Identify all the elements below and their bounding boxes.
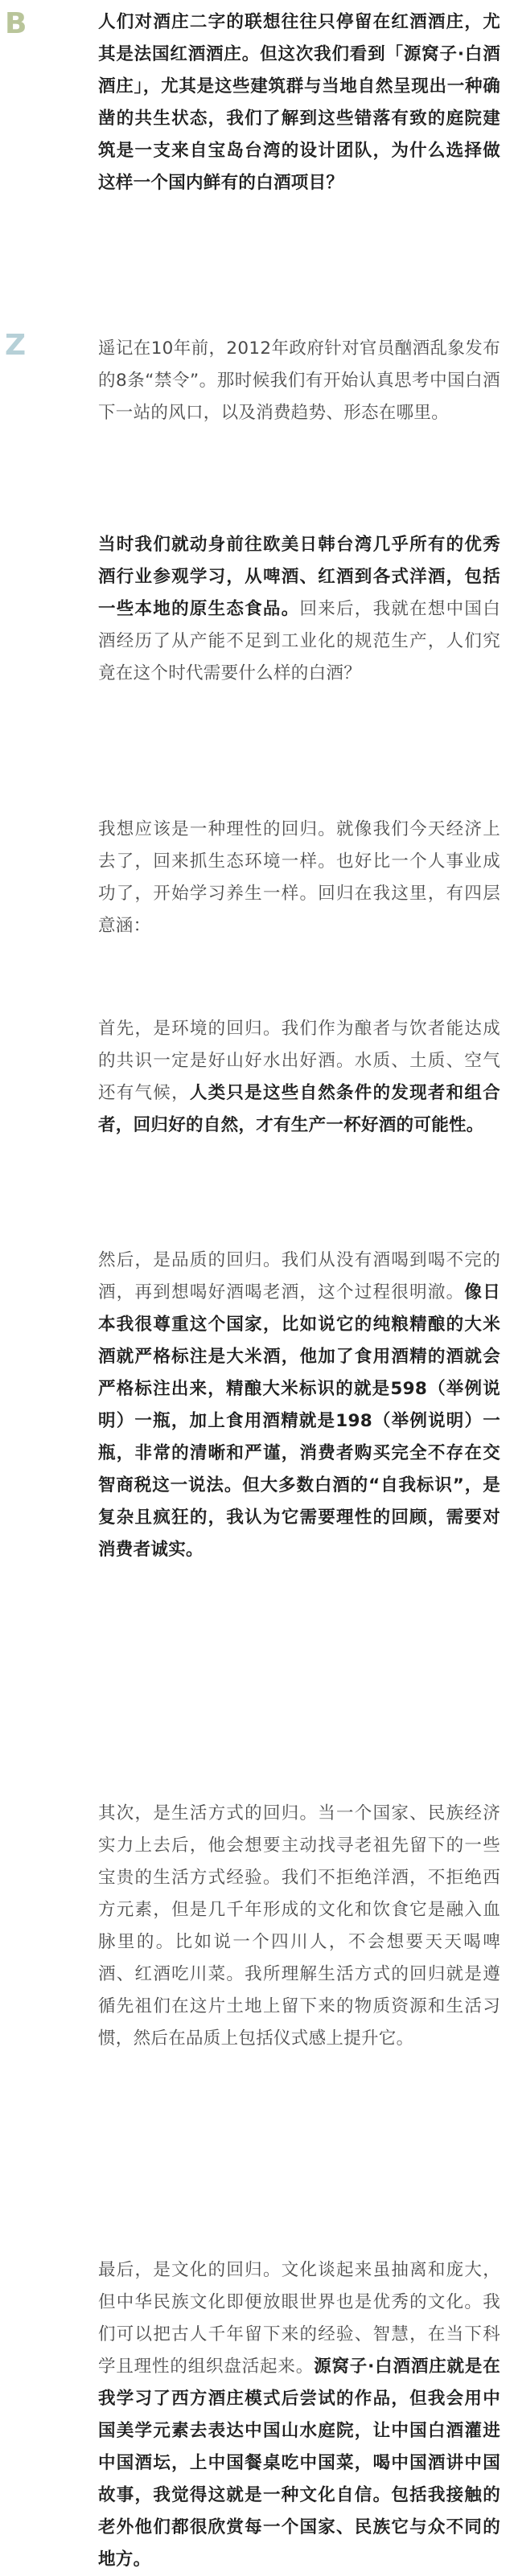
answer-paragraph-4-bold: 人类只是这些自然条件的发现者和组合者，回归好的自然，才有生产一杯好酒的可能性。 xyxy=(98,1083,500,1135)
answer-paragraph-6: 其次，是生活方式的回归。当一个国家、民族经济实力上去后，他会想要主动找寻老祖先留下的一些宝贵的生活方式经验。我们不拒绝洋酒，不拒绝西方元素，但是几千年形成的文化和饮食它是融入血脉里的。比如说一个四川人，不会想要天天喝啤酒、红酒吃川菜。我所理解生活方式的回归就是遵循先祖们在这片土地上留下来的物质资源和生活习惯，然后在品质上包括仪式感上提升它。 xyxy=(98,1803,500,2049)
answer-paragraph-7-text: 最后，是文化的回归。文化谈起来虽抽离和庞大，但中华民族文化即便放眼世界也是优秀的文化。我们可以把古人千年留下来的经验、智慧，在当下科学且理性的组织盘活起来。 xyxy=(98,2260,500,2377)
answer-paragraph-7-bold: 源窝子·白酒酒庄就是在我学习了西方酒庄模式后尝试的作品，但我会用中国美学元素去表达中国山水庭院，让中国白酒灌进中国酒坛，上中国餐桌吃中国菜，喝中国酒讲中国故事，我觉得这就是一种文化自信。包括我接触的老外他们都很欣赏每一个国家、民族它与众不同的地方。 xyxy=(98,2357,500,2570)
answer-paragraph-4 xyxy=(98,1013,500,1142)
answer-marker: Z xyxy=(5,329,27,362)
answer-paragraph-2-text: 回来后，我就在想中国白酒经历了从产能不足到工业化的规范生产，人们究竟在这个时代需要什么样的白酒？ xyxy=(98,599,500,683)
answer-paragraph-5-text: 然后，是品质的回归。我们从没有酒喝到喝不完的酒，再到想喝好酒喝老酒，这个过程很明澈。 xyxy=(98,1250,500,1302)
answer-paragraph-3: 我想应该是一种理性的回归。就像我们今天经济上去了，回来抓生态环境一样。也好比一个人事业成功了，开始学习养生一样。回归在我这里，有四层意涵： xyxy=(98,819,500,936)
answer-paragraph-1: 遥记在10年前，2012年政府针对官员酗酒乱象发布的8条“禁令”。那时候我们有开始认真思考中国白酒下一站的风口，以及消费趋势、形态在哪里。 xyxy=(98,338,500,423)
answer-paragraph-2-bold: 当时我们就动身前往欧美日韩台湾几乎所有的优秀酒行业参观学习，从啤酒、红酒到各式洋酒，包括一些本地的原生态食品。 xyxy=(98,535,500,619)
answer-paragraph-7 xyxy=(98,2254,500,2576)
answer-paragraph-4-text: 首先，是环境的回归。我们作为酿者与饮者能达成的共识一定是好山好水出好酒。水质、土质、空气还有气候， xyxy=(98,1019,500,1103)
question-text: 人们对酒庄二字的联想往往只停留在红酒酒庄，尤其是法国红酒酒庄。但这次我们看到「源窝子·白酒酒庄」，尤其是这些建筑群与当地自然呈现出一种确凿的共生状态，我们了解到这些错落有致的庭院建筑是一支来自宝岛台湾的设计团队，为什么选择做这样一个国内鲜有的白酒项目？ xyxy=(98,12,500,193)
question-block xyxy=(0,0,514,273)
question-marker: B xyxy=(5,7,27,40)
answer-block xyxy=(0,322,514,2573)
answer-paragraph-5-bold: 像日本我很尊重这个国家，比如说它的纯粮精酿的大米酒就严格标注是大米酒，他加了食用酒精的酒就会严格标注出来，精酿大米标识的就是598（举例说明）一瓶，加上食用酒精就是198（举例说明）一瓶，非常的清晰和严谨，消费者购买完全不存在交智商税这一说法。但大多数白酒的“自我标识”，是复杂且疯狂的，我认为它需要理性的回顾，需要对消费者诚实。 xyxy=(98,1282,500,1560)
answer-paragraph-5 xyxy=(98,1245,500,1566)
answer-paragraph-2 xyxy=(98,529,500,690)
